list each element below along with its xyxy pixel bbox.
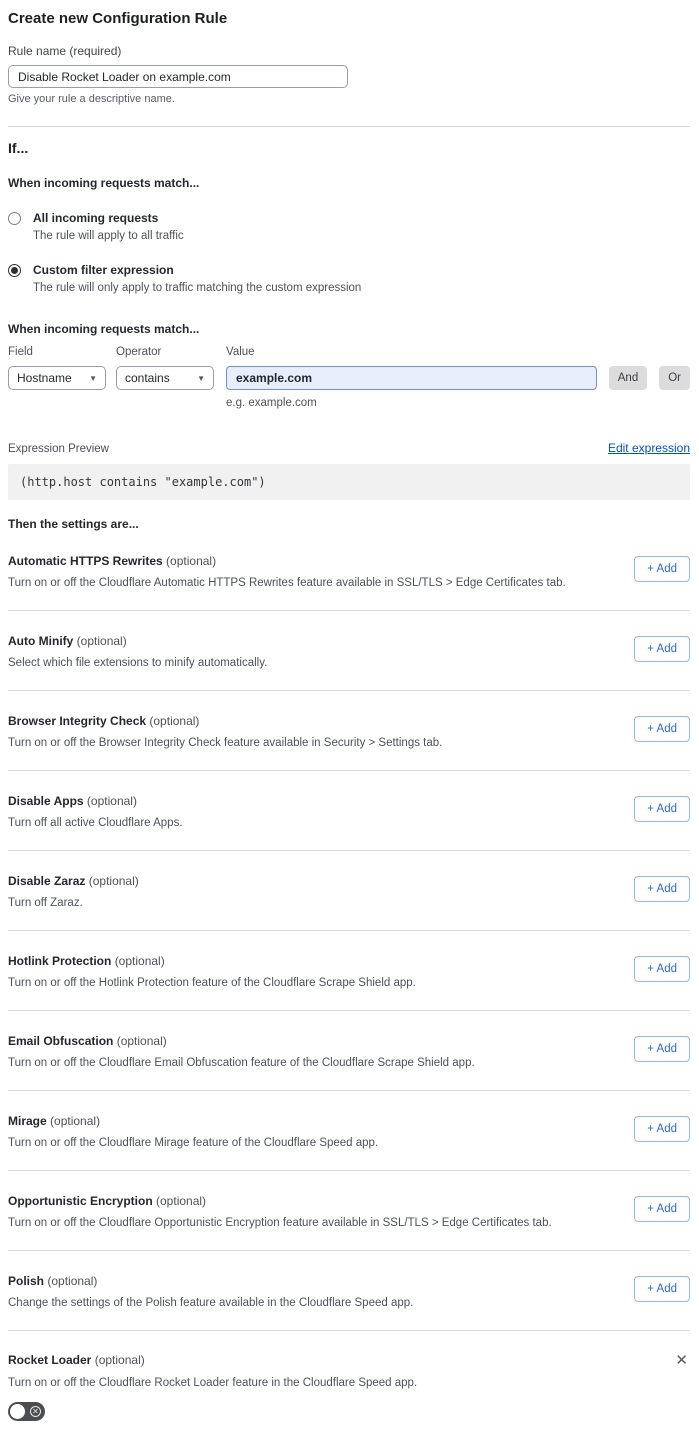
add-setting-button[interactable]: + Add (634, 1036, 690, 1062)
setting-name: Auto Minify (8, 634, 74, 648)
radio-option-all-incoming-requests[interactable] (8, 211, 690, 242)
setting-optional-label: (optional) (149, 714, 200, 728)
setting-optional-label: (optional) (94, 1353, 145, 1367)
radio-button-icon[interactable] (8, 264, 21, 277)
setting-title (8, 1353, 145, 1367)
field-label: Field (8, 346, 33, 358)
setting-row (8, 691, 690, 771)
operator-select-value: contains (125, 371, 170, 385)
rule-name-input[interactable] (8, 65, 348, 88)
setting-name: Browser Integrity Check (8, 714, 147, 728)
setting-optional-label: (optional) (76, 634, 127, 648)
setting-title (8, 1034, 475, 1048)
radio-option-custom-filter-expression[interactable] (8, 263, 690, 294)
setting-optional-label: (optional) (47, 1274, 98, 1288)
settings-heading: Then the settings are... (8, 517, 139, 531)
expression-preview-header (8, 441, 690, 455)
setting-description: Turn off Zaraz. (8, 897, 83, 909)
setting-description: Turn on or off the Cloudflare Opportunistic Encryption feature available in SSL/TLS > Edge Certificates tab. (8, 1217, 552, 1229)
toggle-knob (10, 1404, 25, 1419)
setting-optional-label: (optional) (50, 1114, 101, 1128)
setting-name: Opportunistic Encryption (8, 1194, 153, 1208)
setting-description: Turn on or off the Cloudflare Email Obfuscation feature of the Cloudflare Scrape Shield app. (8, 1057, 475, 1069)
if-heading: If... (8, 140, 29, 156)
value-input[interactable] (226, 366, 597, 390)
expression-code-preview: (http.host contains "example.com") (8, 464, 690, 500)
setting-optional-label: (optional) (166, 554, 217, 568)
setting-optional-label: (optional) (116, 1034, 167, 1048)
close-icon[interactable]: ✕ (675, 1352, 688, 1369)
add-setting-button[interactable]: + Add (634, 1276, 690, 1302)
setting-title (8, 954, 416, 968)
add-setting-button[interactable]: + Add (634, 796, 690, 822)
radio-option-label: Custom filter expression (33, 263, 174, 277)
setting-row (8, 851, 690, 931)
add-setting-button[interactable]: + Add (634, 636, 690, 662)
rocket-loader-toggle[interactable] (8, 1402, 45, 1421)
setting-row (8, 531, 690, 611)
setting-description: Turn on or off the Hotlink Protection feature of the Cloudflare Scrape Shield app. (8, 977, 416, 989)
setting-optional-label: (optional) (86, 794, 137, 808)
radio-button-icon[interactable] (8, 212, 21, 225)
setting-row (8, 1011, 690, 1091)
setting-description: Turn on or off the Cloudflare Mirage feature of the Cloudflare Speed app. (8, 1137, 379, 1149)
section-divider (8, 126, 690, 127)
filter-match-heading: When incoming requests match... (8, 322, 200, 336)
setting-title (8, 634, 267, 648)
setting-name: Mirage (8, 1114, 47, 1128)
setting-optional-label: (optional) (156, 1194, 207, 1208)
setting-name: Automatic HTTPS Rewrites (8, 554, 163, 568)
setting-description: Turn on or off the Browser Integrity Check feature available in Security > Settings tab. (8, 737, 443, 749)
setting-name: Email Obfuscation (8, 1034, 114, 1048)
setting-name: Rocket Loader (8, 1353, 92, 1367)
chevron-down-icon: ▼ (89, 373, 97, 383)
filter-builder-row (8, 346, 690, 409)
setting-row (8, 931, 690, 1011)
page-title: Create new Configuration Rule (8, 10, 228, 27)
rule-name-label: Rule name (required) (8, 44, 122, 58)
setting-name: Disable Apps (8, 794, 84, 808)
or-button[interactable]: Or (659, 366, 690, 390)
setting-optional-label: (optional) (88, 874, 139, 888)
add-setting-button[interactable]: + Add (634, 956, 690, 982)
setting-row (8, 1171, 690, 1251)
radio-option-description: The rule will only apply to traffic matching the custom expression (33, 282, 362, 294)
operator-label: Operator (116, 346, 162, 358)
setting-name: Disable Zaraz (8, 874, 86, 888)
setting-optional-label: (optional) (114, 954, 165, 968)
setting-row (8, 1251, 690, 1331)
rule-name-help: Give your rule a descriptive name. (8, 93, 175, 105)
add-setting-button[interactable]: + Add (634, 1196, 690, 1222)
expression-preview-label: Expression Preview (8, 443, 109, 455)
incoming-requests-match-heading: When incoming requests match... (8, 176, 200, 190)
setting-title (8, 1274, 413, 1288)
add-setting-button[interactable]: + Add (634, 1116, 690, 1142)
setting-name: Hotlink Protection (8, 954, 112, 968)
rocket-loader-setting (8, 1331, 690, 1421)
settings-list (8, 531, 690, 1331)
setting-title (8, 874, 139, 888)
operator-select[interactable] (116, 366, 214, 390)
setting-title (8, 1114, 378, 1128)
value-hint: e.g. example.com (226, 397, 317, 409)
and-button[interactable]: And (609, 366, 647, 390)
setting-row (8, 771, 690, 851)
radio-option-description: The rule will apply to all traffic (33, 230, 184, 242)
field-select[interactable] (8, 366, 106, 390)
setting-row (8, 611, 690, 691)
chevron-down-icon: ▼ (197, 373, 205, 383)
setting-title (8, 554, 566, 568)
edit-expression-link[interactable]: Edit expression (607, 441, 690, 455)
setting-row (8, 1091, 690, 1171)
setting-title (8, 1194, 552, 1208)
add-setting-button[interactable]: + Add (634, 876, 690, 902)
setting-description: Change the settings of the Polish feature available in the Cloudflare Speed app. (8, 1297, 414, 1309)
setting-description: Turn off all active Cloudflare Apps. (8, 817, 183, 829)
add-setting-button[interactable]: + Add (634, 716, 690, 742)
setting-name: Polish (8, 1274, 45, 1288)
setting-title (8, 794, 183, 808)
setting-description: Select which file extensions to minify automatically. (8, 657, 268, 669)
radio-option-label: All incoming requests (33, 211, 159, 225)
setting-description: Turn on or off the Cloudflare Automatic HTTPS Rewrites feature available in SSL/TLS > Edge Certificates tab. (8, 577, 566, 589)
toggle-off-icon: ✕ (30, 1406, 41, 1417)
add-setting-button[interactable]: + Add (634, 556, 690, 582)
value-label: Value (226, 346, 255, 358)
field-select-value: Hostname (17, 371, 72, 385)
setting-description: Turn on or off the Cloudflare Rocket Loader feature in the Cloudflare Speed app. (8, 1377, 418, 1389)
and-or-button-group (609, 366, 690, 390)
setting-title (8, 714, 442, 728)
